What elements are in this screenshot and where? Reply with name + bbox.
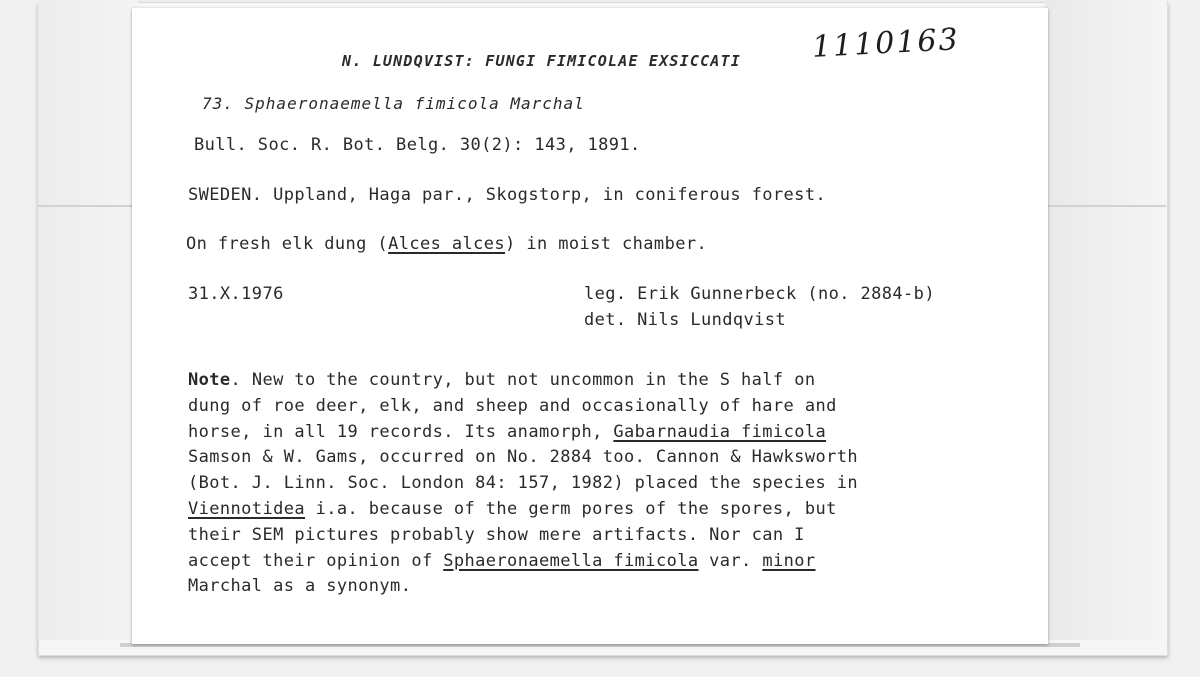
host-name: Alces alces [388,234,506,254]
envelope-flap-left [38,0,138,640]
note-line-9: Marchal as a synonym. [188,576,412,597]
label-header: N. LUNDQVIST: FUNGI FIMICOLAE EXSICCATI [342,52,741,70]
note-line-1 [188,368,1018,394]
species-name: Sphaeronaemella fimicola [443,550,699,571]
fold-line-left [38,205,138,207]
note-text: i.a. because of the germ pores of the spores, but [304,498,837,519]
collector-line: leg. Erik Gunnerbeck (no. 2884-b) [584,284,935,304]
species-line: 73. Sphaeronaemella fimicola Marchal [202,94,585,113]
citation-line: Bull. Soc. R. Bot. Belg. 30(2): 143, 1891. [194,135,641,155]
substrate-prefix: On fresh elk dung ( [186,234,389,254]
note-block [188,368,1018,600]
note-line-5: (Bot. J. Linn. Soc. London 84: 157, 1982) placed the species in [188,473,858,494]
variety-name: minor [762,550,816,571]
note-line-2: dung of roe deer, elk, and sheep and occasionally of hare and [188,395,837,416]
note-text: . New to the country, but not uncommon in the S half on [230,370,816,390]
determiner-line: det. Nils Lundqvist [584,310,787,330]
note-text: horse, in all 19 records. Its anamorph, [188,421,614,442]
note-line-3 [188,420,1018,446]
note-label: Note [188,370,231,390]
specimen-label [132,8,1048,644]
locality-line: SWEDEN. Uppland, Haga par., Skogstorp, in coniferous forest. [188,185,827,205]
note-text: accept their opinion of [188,550,444,571]
note-line-8 [188,549,1018,575]
note-line-6 [188,497,1018,523]
collection-date: 31.X.1976 [188,284,284,304]
envelope-flap-right [1045,0,1166,640]
genus-name: Viennotidea [188,498,305,519]
note-line-4: Samson & W. Gams, occurred on No. 2884 too. Cannon & Hawksworth [188,447,858,468]
substrate-suffix: ) in moist chamber. [505,234,708,254]
accession-number: 1110163 [811,22,961,65]
note-line-7: their SEM pictures probably show mere artifacts. Nor can I [188,524,805,545]
fold-line-right [1045,205,1166,207]
substrate-line [186,234,707,254]
note-text: var. [698,550,763,571]
anamorph-name: Gabarnaudia fimicola [613,421,827,442]
